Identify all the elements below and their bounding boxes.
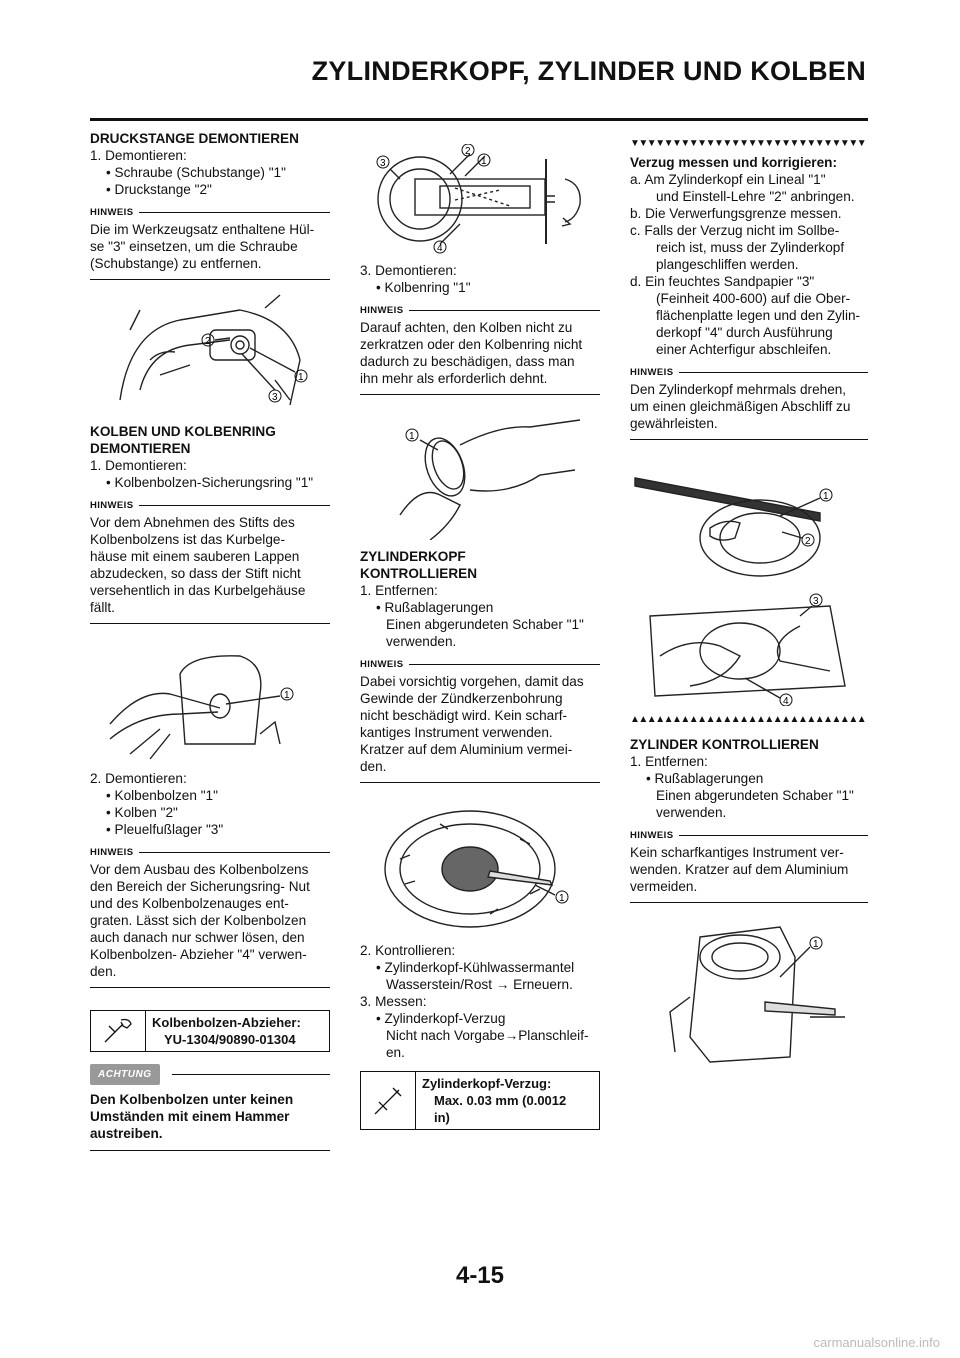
bullet-text: Einen abgerundeten Schaber "1": [656, 788, 854, 803]
illustration-cylinder-head-carbon: [360, 799, 600, 934]
svg-text:4: 4: [783, 696, 789, 706]
caution-box: [90, 1064, 330, 1151]
note-label: HINWEIS: [630, 367, 674, 378]
step: 1. Demontieren:: [90, 458, 187, 473]
illustration-piston-ring-removal: [360, 415, 600, 540]
spec-value: Max. 0.03 mm (0.0012 in): [434, 1093, 567, 1125]
bullet-text: Einen abgerundeten Schaber "1": [386, 617, 584, 632]
svg-text:1: 1: [409, 431, 415, 442]
step: 2. Kontrollieren:: [360, 943, 456, 958]
procedure-title: Verzug messen und korrigieren:: [630, 155, 837, 170]
bullet: • Zylinderkopf-Verzug: [376, 1011, 506, 1026]
svg-text:3: 3: [272, 392, 278, 403]
note-box: [630, 364, 868, 440]
column-middle: [360, 130, 600, 1130]
note-text: Die im Werkzeugsatz enthaltene Hül- se "3" einsetzen, um die Schraube (Schubstange) zu entfernen.: [90, 221, 330, 280]
section-title: ZYLINDER KONTROLLIEREN: [630, 737, 819, 752]
note-box: [90, 844, 330, 988]
svg-text:3: 3: [380, 158, 386, 169]
column-left: [90, 130, 330, 1151]
procedure-step: reich ist, muss der Zylinderkopf: [656, 240, 845, 255]
note-label: HINWEIS: [90, 207, 134, 218]
note-label: HINWEIS: [630, 830, 674, 841]
note-label: HINWEIS: [360, 659, 404, 670]
illustration-cylinder-carbon: [630, 917, 868, 1067]
note-text: Dabei vorsichtig vorgehen, damit das Gewinde der Zündkerzenbohrung nicht beschädigt wird. Kein scharf- kantiges Instrument verwenden. Kratzer auf dem Aluminium vermei- den.: [360, 673, 600, 783]
note-box: [360, 302, 600, 395]
page-number: 4-15: [455, 1262, 505, 1289]
note-text: Vor dem Abnehmen des Stifts des Kolbenbolzens ist das Kurbelge- häuse mit einem sauberen Lappen abzudecken, so dass der Stift nicht versehentlich in das Kurbelgehäuse fällt.: [90, 514, 330, 624]
step: 3. Messen:: [360, 994, 427, 1009]
bullet: • Schraube (Schubstange) "1": [106, 165, 286, 180]
spec-name: Zylinderkopf-Verzug:: [422, 1076, 552, 1091]
column-right: [630, 130, 868, 1075]
procedure-step: (Feinheit 400-600) auf die Ober-: [656, 291, 851, 306]
note-box: [90, 204, 330, 280]
svg-text:2: 2: [805, 536, 811, 547]
page-title: ZYLINDERKOPF, ZYLINDER UND KOLBEN: [311, 56, 866, 86]
section-title: KOLBEN UND KOLBENRING DEMONTIEREN: [90, 424, 276, 456]
caution-label: ACHTUNG: [90, 1064, 160, 1085]
svg-text:2: 2: [465, 146, 471, 157]
bullet-text: verwenden.: [386, 634, 457, 649]
note-box: [360, 656, 600, 783]
tool-code: YU-1304/90890-01304: [164, 1032, 296, 1047]
illustration-resurfacing: [630, 586, 868, 706]
tool-box: [90, 1010, 330, 1052]
note-box: [630, 827, 868, 903]
procedure-end-marker: ▲▲▲▲▲▲▲▲▲▲▲▲▲▲▲▲▲▲▲▲▲▲▲▲▲▲▲▲: [630, 714, 866, 725]
note-label: HINWEIS: [90, 847, 134, 858]
spec-box: [360, 1071, 600, 1130]
note-text: Kein scharfkantiges Instrument ver- wenden. Kratzer auf dem Aluminium vermeiden.: [630, 844, 868, 903]
bullet-text: verwenden.: [656, 805, 727, 820]
svg-text:2: 2: [205, 336, 211, 347]
bullet: • Rußablagerungen: [376, 600, 494, 615]
bullet-text: Nicht nach Vorgabe→Planschleif-: [386, 1028, 589, 1043]
header-rule: [90, 118, 868, 121]
note-text: Den Zylinderkopf mehrmals drehen, um einen gleichmäßigen Abschliff zu gewährleisten.: [630, 381, 868, 440]
caution-text: Den Kolbenbolzen unter keinen Umständen mit einem Hammer austreiben.: [90, 1091, 330, 1151]
svg-text:1: 1: [823, 491, 829, 502]
bullet: • Rußablagerungen: [646, 771, 764, 786]
svg-text:1: 1: [284, 690, 290, 701]
procedure-step: und Einstell-Lehre "2" anbringen.: [656, 189, 855, 204]
svg-text:1: 1: [298, 372, 304, 383]
procedure-step: c. Falls der Verzug nicht im Sollbe-: [630, 223, 840, 238]
procedure-step: einer Achterfigur abschleifen.: [656, 342, 832, 357]
step: 3. Demontieren:: [360, 263, 457, 278]
procedure-step: a. Am Zylinderkopf ein Lineal "1": [630, 172, 826, 187]
procedure-step: b. Die Verwerfungsgrenze messen.: [630, 206, 842, 221]
procedure-step: derkopf "4" durch Ausführung: [656, 325, 833, 340]
section-title: DRUCKSTANGE DEMONTIEREN: [90, 131, 299, 146]
section-title: ZYLINDERKOPF KONTROLLIEREN: [360, 549, 478, 581]
illustration-pushrod-removal: [90, 290, 330, 415]
note-box: [90, 497, 330, 624]
svg-text:3: 3: [813, 596, 819, 607]
bullet: • Kolbenbolzen-Sicherungsring "1": [106, 475, 314, 490]
bullet-text: en.: [386, 1045, 405, 1060]
bullet: • Zylinderkopf-Kühlwassermantel: [376, 960, 575, 975]
procedure-step: d. Ein feuchtes Sandpapier "3": [630, 274, 815, 289]
step: 2. Demontieren:: [90, 771, 187, 786]
wrench-icon: [91, 1011, 146, 1051]
illustration-circlip-removal: [90, 634, 330, 762]
note-label: HINWEIS: [360, 305, 404, 316]
watermark: carmanualsonline.info: [813, 1335, 940, 1350]
illustration-piston-pin-puller: [360, 144, 600, 254]
svg-text:1: 1: [559, 893, 565, 904]
measurement-icon: [361, 1072, 416, 1129]
svg-text:1: 1: [481, 156, 487, 167]
bullet: • Kolben "2": [106, 805, 178, 820]
svg-text:4: 4: [437, 243, 443, 254]
bullet: • Druckstange "2": [106, 182, 212, 197]
procedure-step: flächenplatte legen und den Zylin-: [656, 308, 861, 323]
step: 1. Entfernen:: [360, 583, 438, 598]
svg-text:1: 1: [813, 939, 819, 950]
step: 1. Demontieren:: [90, 148, 187, 163]
procedure-step: plangeschliffen werden.: [656, 257, 799, 272]
note-label: HINWEIS: [90, 500, 134, 511]
bullet-text: Wasserstein/Rost → Erneuern.: [386, 977, 573, 992]
bullet: • Kolbenring "1": [376, 280, 471, 295]
note-text: Darauf achten, den Kolben nicht zu zerkratzen oder den Kolbenring nicht dadurch zu beschädigen, dass man ihn mehr als erforderlich dehnt.: [360, 319, 600, 395]
bullet: • Kolbenbolzen "1": [106, 788, 218, 803]
note-text: Vor dem Ausbau des Kolbenbolzens den Bereich der Sicherungsring- Nut und des Kolbenbolzenauges ent- graten. Lässt sich der Kolbenbolzen auch danach nur schwer lösen, den Kolbenbolzen- Abzieher "4" verwen- den.: [90, 861, 330, 988]
step: 1. Entfernen:: [630, 754, 708, 769]
illustration-warpage-measure: [630, 458, 868, 578]
tool-name: Kolbenbolzen-Abzieher:: [152, 1015, 301, 1030]
bullet: • Pleuelfußlager "3": [106, 822, 224, 837]
procedure-start-marker: ▼▼▼▼▼▼▼▼▼▼▼▼▼▼▼▼▼▼▼▼▼▼▼▼▼▼▼▼: [630, 138, 866, 149]
